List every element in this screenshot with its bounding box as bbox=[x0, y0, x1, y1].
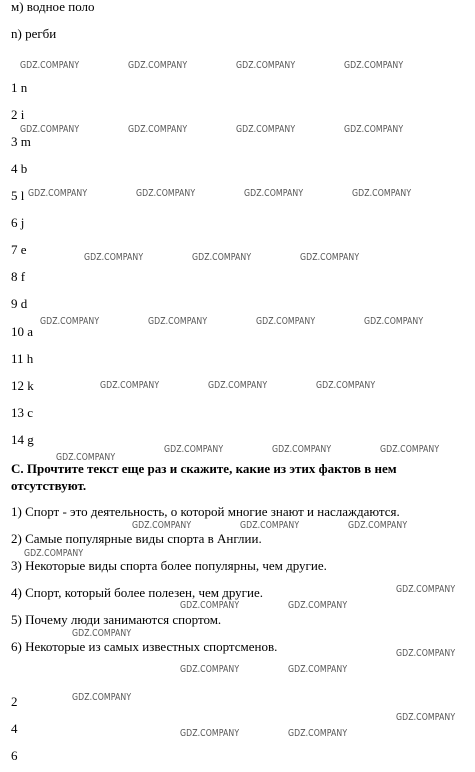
watermark: GDZ.COMPANY bbox=[84, 252, 144, 263]
watermark: GDZ.COMPANY bbox=[180, 728, 240, 739]
option-n: n) регби bbox=[11, 26, 57, 41]
watermark: GDZ.COMPANY bbox=[300, 252, 360, 263]
answer-line: 11 h bbox=[11, 351, 34, 366]
task-c-item: 4) Спорт, который более полезен, чем другие. bbox=[11, 585, 263, 600]
watermark: GDZ.COMPANY bbox=[240, 520, 300, 531]
watermark: GDZ.COMPANY bbox=[192, 252, 252, 263]
watermark: GDZ.COMPANY bbox=[56, 452, 116, 463]
watermark: GDZ.COMPANY bbox=[380, 444, 440, 455]
option-m: м) водное поло bbox=[11, 0, 95, 14]
task-c-item: 2) Самые популярные виды спорта в Англии. bbox=[11, 531, 262, 546]
task-c-answer: 2 bbox=[11, 694, 18, 709]
watermark: GDZ.COMPANY bbox=[164, 444, 224, 455]
answer-line: 7 e bbox=[11, 242, 27, 257]
watermark: GDZ.COMPANY bbox=[24, 548, 84, 559]
answer-line: 12 k bbox=[11, 378, 34, 393]
answer-line: 3 m bbox=[11, 134, 31, 149]
watermark: GDZ.COMPANY bbox=[72, 628, 132, 639]
watermark: GDZ.COMPANY bbox=[28, 188, 88, 199]
watermark: GDZ.COMPANY bbox=[236, 60, 296, 71]
task-c-item: 6) Некоторые из самых известных спортсменов. bbox=[11, 639, 278, 654]
answer-line: 6 j bbox=[11, 215, 25, 230]
answer-line: 8 f bbox=[11, 269, 26, 284]
answer-line: 2 i bbox=[11, 107, 25, 122]
watermark: GDZ.COMPANY bbox=[148, 316, 208, 327]
watermark: GDZ.COMPANY bbox=[344, 60, 404, 71]
watermark: GDZ.COMPANY bbox=[128, 60, 188, 71]
answer-line: 14 g bbox=[11, 432, 34, 447]
watermark: GDZ.COMPANY bbox=[396, 712, 456, 723]
task-c-heading: C. Прочтите текст еще раз и скажите, какие из этих фактов в нем отсутствуют. bbox=[11, 461, 397, 493]
task-c-item: 3) Некоторые виды спорта более популярны, чем другие. bbox=[11, 558, 327, 573]
watermark: GDZ.COMPANY bbox=[132, 520, 192, 531]
answer-line: 9 d bbox=[11, 296, 28, 311]
watermark: GDZ.COMPANY bbox=[244, 188, 304, 199]
watermark: GDZ.COMPANY bbox=[272, 444, 332, 455]
watermark: GDZ.COMPANY bbox=[396, 648, 456, 659]
watermark: GDZ.COMPANY bbox=[20, 124, 80, 135]
answer-line: 1 n bbox=[11, 80, 28, 95]
watermark: GDZ.COMPANY bbox=[364, 316, 424, 327]
watermark: GDZ.COMPANY bbox=[352, 188, 412, 199]
watermark: GDZ.COMPANY bbox=[316, 380, 376, 391]
watermark: GDZ.COMPANY bbox=[100, 380, 160, 391]
watermark: GDZ.COMPANY bbox=[72, 692, 132, 703]
watermark: GDZ.COMPANY bbox=[40, 316, 100, 327]
watermark: GDZ.COMPANY bbox=[344, 124, 404, 135]
watermark: GDZ.COMPANY bbox=[136, 188, 196, 199]
watermark: GDZ.COMPANY bbox=[236, 124, 296, 135]
answer-line: 5 l bbox=[11, 188, 25, 203]
watermark: GDZ.COMPANY bbox=[288, 728, 348, 739]
answer-line: 13 c bbox=[11, 405, 34, 420]
watermark: GDZ.COMPANY bbox=[180, 664, 240, 675]
watermark: GDZ.COMPANY bbox=[396, 584, 456, 595]
task-c-item: 5) Почему люди занимаются спортом. bbox=[11, 612, 222, 627]
watermark: GDZ.COMPANY bbox=[180, 600, 240, 611]
task-c-item: 1) Спорт - это деятельность, о которой многие знают и наслаждаются. bbox=[11, 504, 400, 519]
answer-line: 10 a bbox=[11, 324, 34, 339]
task-c-answer: 4 bbox=[11, 721, 18, 736]
watermark: GDZ.COMPANY bbox=[128, 124, 188, 135]
task-c-answer: 6 bbox=[11, 748, 18, 763]
watermark: GDZ.COMPANY bbox=[256, 316, 316, 327]
watermark: GDZ.COMPANY bbox=[20, 60, 80, 71]
answer-line: 4 b bbox=[11, 161, 28, 176]
watermark: GDZ.COMPANY bbox=[288, 600, 348, 611]
watermark: GDZ.COMPANY bbox=[348, 520, 408, 531]
watermark: GDZ.COMPANY bbox=[288, 664, 348, 675]
watermark: GDZ.COMPANY bbox=[208, 380, 268, 391]
